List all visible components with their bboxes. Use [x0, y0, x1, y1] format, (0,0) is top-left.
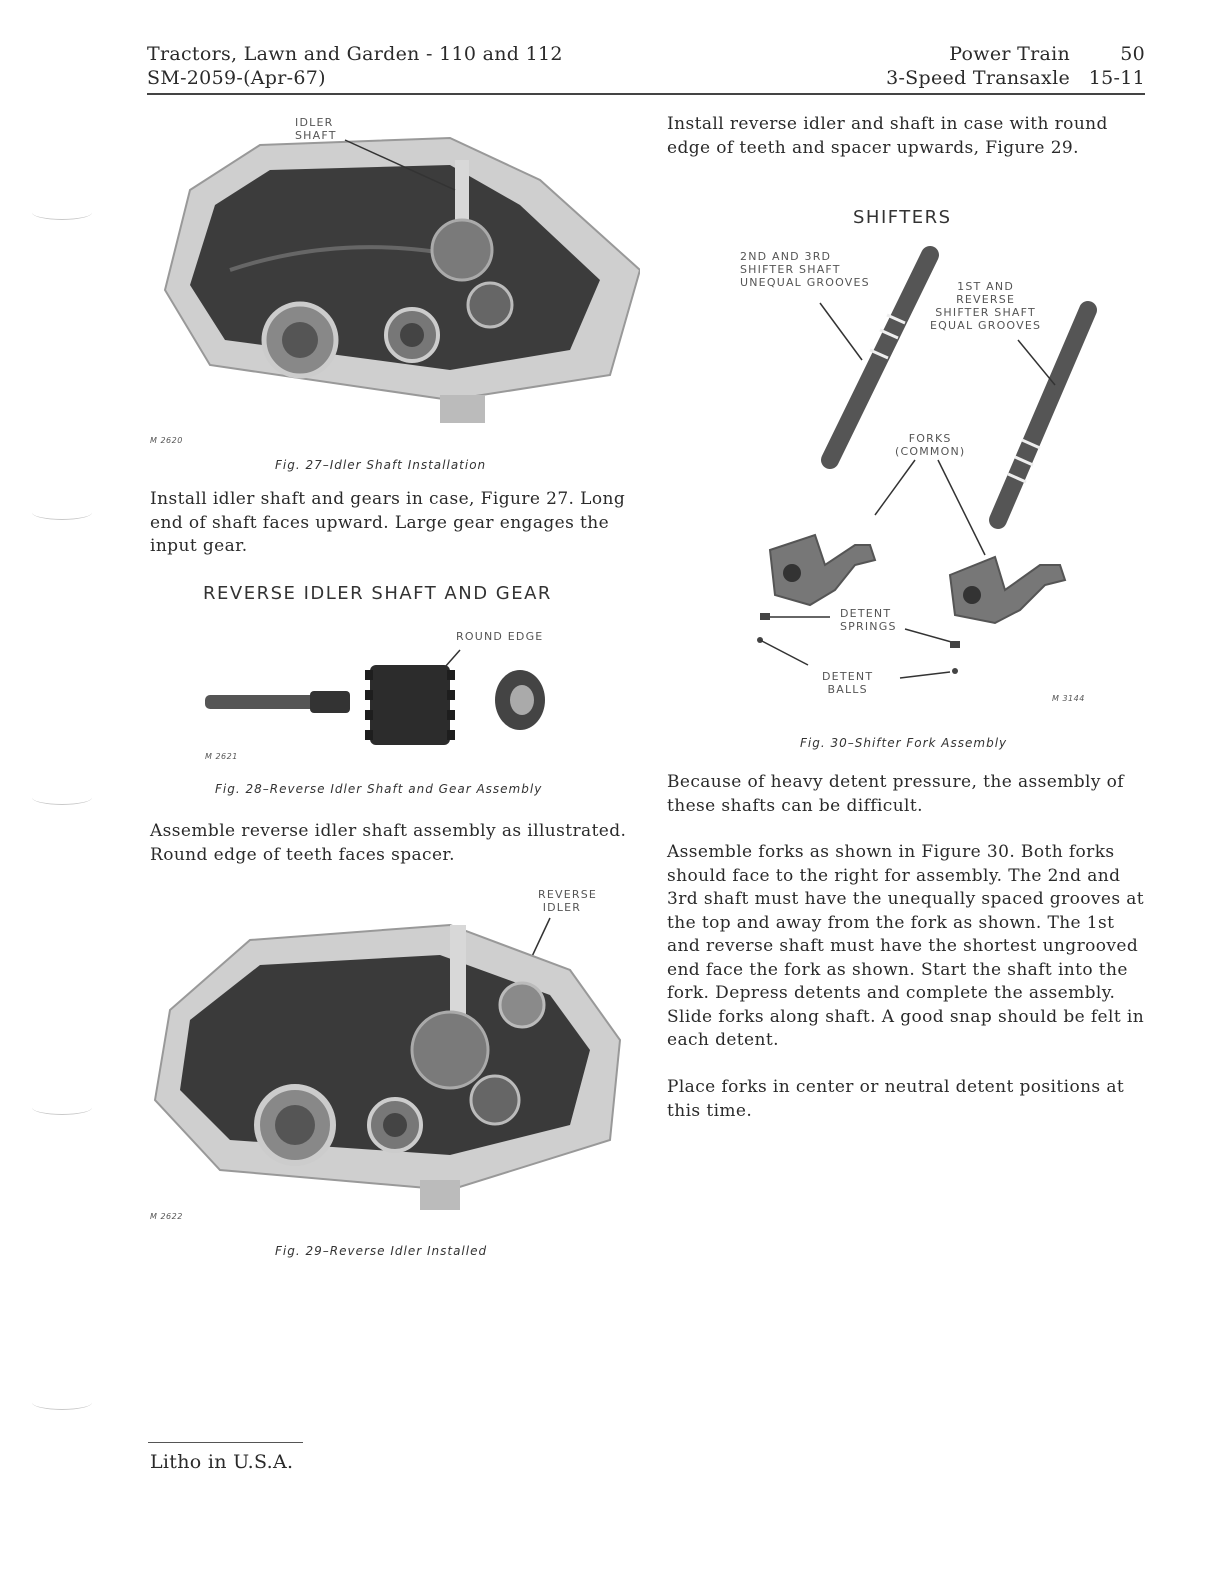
heading-shifters: SHIFTERS: [853, 207, 952, 228]
paragraph-reverse-assemble: Assemble reverse idler shaft assembly as illustrated. Round edge of teeth faces spacer.: [150, 821, 627, 865]
header-manual-code: SM-2059-(Apr-67): [147, 67, 326, 89]
header-manual-title: Tractors, Lawn and Garden - 110 and 112: [147, 43, 563, 65]
binding-hole-shadow: [32, 1100, 92, 1115]
paragraph-neutral-detent: Place forks in center or neutral detent positions at this time.: [667, 1077, 1125, 1121]
binding-hole-shadow: [32, 790, 92, 805]
fig30-label-2nd-3rd-shaft: 2ND AND 3RD SHIFTER SHAFT UNEQUAL GROOVES: [740, 250, 870, 289]
fig27-caption: Fig. 27–Idler Shaft Installation: [275, 458, 487, 472]
fig30-label-forks: FORKS (COMMON): [895, 432, 966, 458]
fig28-label-round-edge: ROUND EDGE: [456, 630, 544, 643]
fig27-photo: [150, 110, 640, 445]
fig27-image-code: M 2620: [150, 436, 183, 445]
header-section-title: Power Train: [949, 43, 1070, 65]
fig29-photo: [150, 900, 640, 1220]
heading-reverse-idler: REVERSE IDLER SHAFT AND GEAR: [203, 583, 552, 604]
fig30-caption: Fig. 30–Shifter Fork Assembly: [800, 736, 1008, 750]
fig27-label-idler-shaft: IDLER SHAFT: [295, 116, 337, 142]
fig29-image-code: M 2622: [150, 1212, 183, 1221]
binding-hole-shadow: [32, 205, 92, 220]
fig28-photo: [200, 645, 560, 745]
binding-hole-shadow: [32, 1395, 92, 1410]
fig30-label-detent-springs: DETENT SPRINGS: [840, 607, 897, 633]
paragraph-install-reverse: Install reverse idler and shaft in case with round edge of teeth and spacer upwards, Figure 29.: [667, 114, 1108, 158]
paragraph-idler-install: Install idler shaft and gears in case, Figure 27. Long end of shaft faces upward. Large gear engages the input gear.: [150, 489, 626, 556]
paragraph-detent-pressure: Because of heavy detent pressure, the assembly of these shafts can be difficult.: [667, 772, 1124, 816]
fig30-label-detent-balls: DETENT BALLS: [822, 670, 874, 696]
page-number: 50: [1120, 43, 1145, 65]
paragraph-assemble-forks: Assemble forks as shown in Figure 30. Both forks should face to the right for assembly. The 2nd and 3rd shaft must have the unequally spaced grooves at the top and away from the fork as shown. The 1st and reverse shaft must have the shortest ungrooved end face the fork as shown. Start the shaft into the fork. Depress detents and complete the assembly. Slide forks along shaft. A good snap should be felt in each detent.: [667, 842, 1145, 1050]
footer-print-note: Litho in U.S.A.: [150, 1451, 294, 1473]
binding-hole-shadow: [32, 505, 92, 520]
header-rule: [147, 93, 1145, 95]
fig29-caption: Fig. 29–Reverse Idler Installed: [275, 1244, 488, 1258]
fig28-image-code: M 2621: [205, 752, 238, 761]
fig28-caption: Fig. 28–Reverse Idler Shaft and Gear Assembly: [215, 782, 543, 796]
fig30-label-1st-reverse-shaft: 1ST AND REVERSE SHIFTER SHAFT EQUAL GROOVES: [930, 280, 1042, 332]
section-number: 15-11: [1088, 67, 1145, 89]
header-subsection-title: 3-Speed Transaxle: [886, 67, 1070, 89]
fig29-label-reverse-idler: REVERSE IDLER: [538, 888, 598, 914]
footer-rule: [148, 1442, 303, 1443]
fig30-image-code: M 3144: [1052, 694, 1085, 703]
